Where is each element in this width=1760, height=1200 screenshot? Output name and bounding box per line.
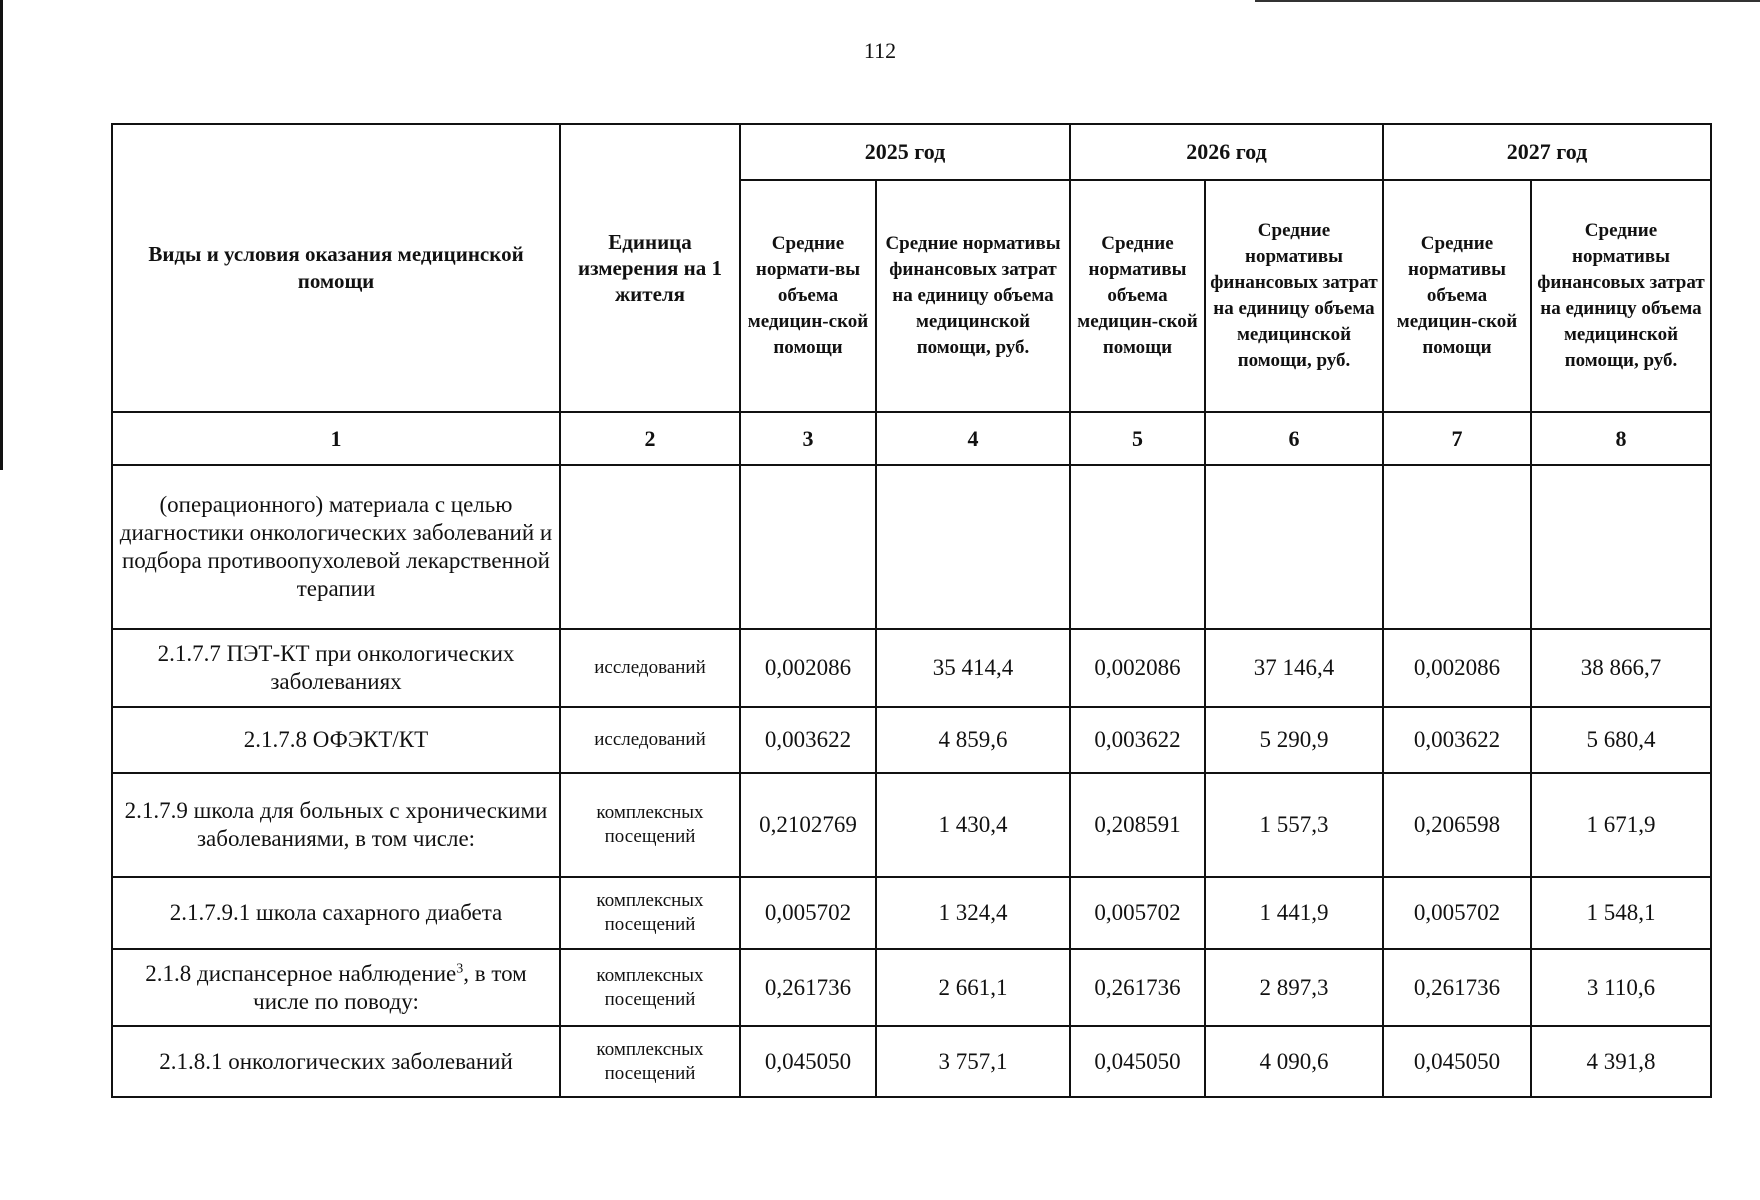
cost-2027: 1 548,1 [1531, 877, 1711, 949]
volume-2027: 0,045050 [1383, 1026, 1531, 1097]
column-number: 6 [1205, 412, 1383, 465]
volume-2027: 0,206598 [1383, 773, 1531, 877]
volume-2025: 0,261736 [740, 949, 876, 1026]
cost-2025: 1 430,4 [876, 773, 1070, 877]
header-year-2027: 2027 год [1383, 124, 1711, 180]
row-name: 2.1.7.7 ПЭТ-КТ при онкологических заболеваниях [112, 629, 560, 707]
header-kinds-of-care: Виды и условия оказания медицинской помощи [112, 124, 560, 412]
volume-2027: 0,003622 [1383, 707, 1531, 773]
row-name: 2.1.8.1 онкологических заболеваний [112, 1026, 560, 1097]
header-volume-2027: Средние нормативы объема медицин-ской помощи [1383, 180, 1531, 412]
cost-2027: 5 680,4 [1531, 707, 1711, 773]
cost-2026: 1 441,9 [1205, 877, 1383, 949]
row-name: 2.1.7.9 школа для больных с хроническими заболеваниями, в том числе: [112, 773, 560, 877]
row-name-text: , в том числе по поводу: [253, 960, 527, 1014]
cost-2026: 2 897,3 [1205, 949, 1383, 1026]
row-unit: исследований [560, 707, 740, 773]
header-year-2025: 2025 год [740, 124, 1070, 180]
cost-2027: 3 110,6 [1531, 949, 1711, 1026]
table-row [112, 877, 1711, 949]
header-volume-2026: Средние нормативы объема медицин-ской помощи [1070, 180, 1205, 412]
volume-2027: 0,002086 [1383, 629, 1531, 707]
row-unit: исследований [560, 629, 740, 707]
column-number: 3 [740, 412, 876, 465]
table-row [112, 465, 1711, 629]
row-unit: комплексных посещений [560, 773, 740, 877]
table-row [112, 707, 1711, 773]
volume-2027: 0,261736 [1383, 949, 1531, 1026]
row-unit: комплексных посещений [560, 877, 740, 949]
column-number-row [112, 412, 1711, 465]
footnote-marker: 3 [456, 960, 464, 976]
header-cost-2025: Средние нормативы финансовых затрат на единицу объема медицинской помощи, руб. [876, 180, 1070, 412]
header-row-years [112, 124, 1711, 180]
column-number: 2 [560, 412, 740, 465]
cost-2027 [1531, 465, 1711, 629]
cost-2026: 37 146,4 [1205, 629, 1383, 707]
volume-2025: 0,002086 [740, 629, 876, 707]
volume-2026: 0,045050 [1070, 1026, 1205, 1097]
volume-2026: 0,002086 [1070, 629, 1205, 707]
row-unit: комплексных посещений [560, 1026, 740, 1097]
header-volume-2025: Средние нормати-вы объема медицин-ской помощи [740, 180, 876, 412]
row-unit [560, 465, 740, 629]
row-name: 2.1.7.8 ОФЭКТ/КТ [112, 707, 560, 773]
volume-2026 [1070, 465, 1205, 629]
cost-2026: 5 290,9 [1205, 707, 1383, 773]
cost-2027: 4 391,8 [1531, 1026, 1711, 1097]
header-year-2026: 2026 год [1070, 124, 1383, 180]
cost-2025: 2 661,1 [876, 949, 1070, 1026]
volume-2025: 0,003622 [740, 707, 876, 773]
norms-table [111, 123, 1712, 1098]
row-unit: комплексных посещений [560, 949, 740, 1026]
volume-2026: 0,208591 [1070, 773, 1205, 877]
cost-2026 [1205, 465, 1383, 629]
header-cost-2026: Средние нормативы финансовых затрат на единицу объема медицинской помощи, руб. [1205, 180, 1383, 412]
column-number: 4 [876, 412, 1070, 465]
volume-2026: 0,261736 [1070, 949, 1205, 1026]
cost-2025: 1 324,4 [876, 877, 1070, 949]
volume-2025: 0,2102769 [740, 773, 876, 877]
cost-2026: 1 557,3 [1205, 773, 1383, 877]
column-number: 8 [1531, 412, 1711, 465]
page-number: 112 [863, 38, 897, 63]
header-cost-2027: Средние нормативы финансовых затрат на единицу объема медицинской помощи, руб. [1531, 180, 1711, 412]
volume-2027: 0,005702 [1383, 877, 1531, 949]
volume-2025 [740, 465, 876, 629]
table-row [112, 629, 1711, 707]
volume-2026: 0,005702 [1070, 877, 1205, 949]
cost-2025: 35 414,4 [876, 629, 1070, 707]
cost-2025: 4 859,6 [876, 707, 1070, 773]
column-number: 1 [112, 412, 560, 465]
scan-edge-top [1255, 0, 1760, 2]
table-row [112, 1026, 1711, 1097]
table-row [112, 773, 1711, 877]
column-number: 5 [1070, 412, 1205, 465]
volume-2025: 0,045050 [740, 1026, 876, 1097]
row-name: 2.1.7.9.1 школа сахарного диабета [112, 877, 560, 949]
volume-2027 [1383, 465, 1531, 629]
row-name [112, 949, 560, 1026]
cost-2027: 1 671,9 [1531, 773, 1711, 877]
cost-2026: 4 090,6 [1205, 1026, 1383, 1097]
header-unit: Единица измерения на 1 жителя [560, 124, 740, 412]
scan-edge-left [0, 0, 3, 470]
row-name-text: 2.1.8 диспансерное наблюдение [145, 960, 457, 986]
row-name: (операционного) материала с целью диагностики онкологических заболеваний и подбора противоопухолевой лекарственной терапии [112, 465, 560, 629]
cost-2027: 38 866,7 [1531, 629, 1711, 707]
column-number: 7 [1383, 412, 1531, 465]
cost-2025 [876, 465, 1070, 629]
volume-2026: 0,003622 [1070, 707, 1205, 773]
cost-2025: 3 757,1 [876, 1026, 1070, 1097]
volume-2025: 0,005702 [740, 877, 876, 949]
table-row [112, 949, 1711, 1026]
